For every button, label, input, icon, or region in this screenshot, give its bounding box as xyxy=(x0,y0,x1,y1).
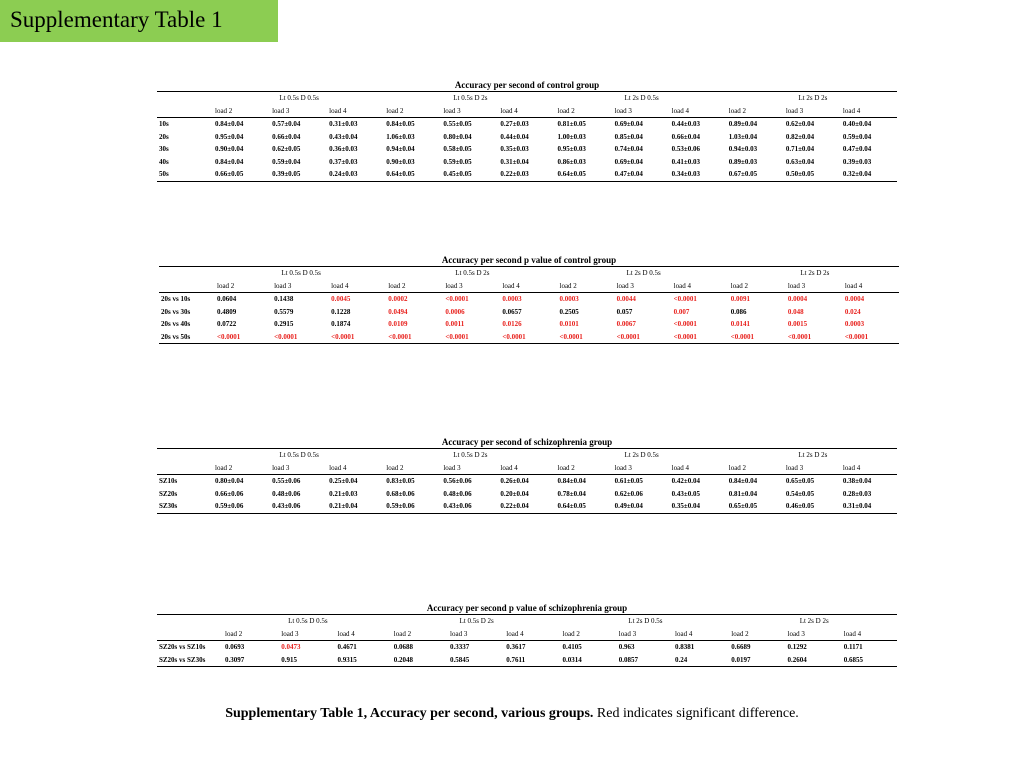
value-cell: 0.0688 xyxy=(393,643,414,651)
significant-value-cell: 0.0004 xyxy=(787,295,808,303)
load-header: load 4 xyxy=(669,105,726,118)
row-label: SZ10s xyxy=(159,477,178,485)
group-header-row xyxy=(157,615,897,628)
group-header-row xyxy=(157,449,897,462)
significant-value-cell: 0.0494 xyxy=(388,307,408,316)
load-header: load 3 xyxy=(616,628,672,641)
load-header: load 4 xyxy=(671,280,728,293)
value-cell: 0.94±0.04 xyxy=(386,145,415,153)
value-cell: 0.40±0.04 xyxy=(842,120,872,128)
value-cell: 0.64±0.05 xyxy=(555,500,612,513)
table-row xyxy=(157,488,897,501)
value-cell: 0.44±0.03 xyxy=(671,120,700,128)
value-cell: 0.35±0.03 xyxy=(500,145,529,153)
significant-value-cell: <0.0001 xyxy=(614,331,671,344)
value-cell: 0.59±0.06 xyxy=(383,500,440,513)
value-cell: 0.84±0.05 xyxy=(386,120,415,128)
value-cell: 0.0657 xyxy=(502,307,522,316)
value-cell: 0.68±0.06 xyxy=(386,489,415,498)
data-table xyxy=(159,266,899,344)
value-cell: 0.59±0.04 xyxy=(842,132,872,141)
row-label: 20s vs 50s xyxy=(159,331,214,344)
row-label: 50s xyxy=(157,168,212,181)
row-label: SZ20s xyxy=(159,489,178,498)
load-header: load 3 xyxy=(447,628,503,641)
group-header: Lt 2s D 0.5s xyxy=(555,449,726,462)
load-header: load 3 xyxy=(269,462,326,475)
value-cell: 0.9315 xyxy=(335,654,391,667)
table-row xyxy=(157,654,897,667)
significant-value-cell: 0.0003 xyxy=(559,295,579,303)
significant-value-cell: <0.0001 xyxy=(728,331,785,344)
value-cell: 0.56±0.06 xyxy=(443,477,472,485)
value-cell: 0.086 xyxy=(730,307,747,316)
value-cell: 0.1171 xyxy=(843,643,863,651)
load-header: load 2 xyxy=(391,628,447,641)
value-cell: 0.41±0.03 xyxy=(671,157,700,166)
value-cell: 0.81±0.05 xyxy=(557,120,586,128)
load-header: load 2 xyxy=(726,105,783,118)
load-header: load 4 xyxy=(328,280,385,293)
load-header: load 3 xyxy=(785,280,842,293)
value-cell: 0.43±0.06 xyxy=(440,500,497,513)
value-cell: 0.44±0.04 xyxy=(500,132,529,141)
value-cell: 0.27±0.03 xyxy=(500,120,529,128)
table-row xyxy=(157,143,897,156)
value-cell: 0.95±0.04 xyxy=(215,132,244,141)
empty-header-cell xyxy=(157,462,212,475)
value-cell: 0.63±0.04 xyxy=(785,157,815,166)
value-cell: 0.39±0.03 xyxy=(842,157,872,166)
value-cell: 0.78±0.04 xyxy=(557,489,586,498)
row-label: SZ30s xyxy=(157,500,212,513)
empty-header-cell xyxy=(157,105,212,118)
significant-value-cell: 0.0109 xyxy=(388,320,408,328)
significant-value-cell: 0.0045 xyxy=(331,295,351,303)
significant-value-cell: 0.0003 xyxy=(502,295,522,303)
value-cell: 0.53±0.06 xyxy=(671,145,700,153)
value-cell: 0.94±0.03 xyxy=(728,145,758,153)
load-header: load 3 xyxy=(440,462,497,475)
load-header: load 3 xyxy=(271,280,328,293)
value-cell: 0.24±0.03 xyxy=(326,168,383,181)
value-cell: 0.1874 xyxy=(331,320,351,328)
significant-value-cell: <0.0001 xyxy=(673,295,697,303)
value-cell: 0.55±0.06 xyxy=(272,477,301,485)
group-header-row xyxy=(157,92,897,105)
empty-header-cell xyxy=(159,267,214,280)
caption-bold: Supplementary Table 1, Accuracy per second, various groups. xyxy=(225,706,594,721)
load-header: load 2 xyxy=(555,105,612,118)
value-cell: 0.66±0.06 xyxy=(215,489,244,498)
value-cell: 0.59±0.05 xyxy=(443,157,472,166)
significant-value-cell: <0.0001 xyxy=(842,331,899,344)
value-cell: 0.84±0.04 xyxy=(728,477,758,485)
load-header: load 4 xyxy=(842,280,899,293)
group-header: Lt 2s D 2s xyxy=(728,267,899,280)
value-cell: 0.74±0.04 xyxy=(614,145,643,153)
group-header: Lt 2s D 0.5s xyxy=(560,615,729,628)
value-cell: 0.90±0.03 xyxy=(386,157,415,166)
group-header: Lt 2s D 2s xyxy=(728,615,897,628)
group-header: Lt 2s D 0.5s xyxy=(555,92,726,105)
load-header: load 4 xyxy=(335,628,391,641)
significant-value-cell: <0.0001 xyxy=(499,331,556,344)
table-row xyxy=(159,331,899,344)
load-header: load 2 xyxy=(726,462,783,475)
significant-value-cell: <0.0001 xyxy=(271,331,328,344)
value-cell: 0.31±0.04 xyxy=(500,157,529,166)
load-header: load 4 xyxy=(499,280,556,293)
value-cell: 0.8381 xyxy=(675,643,695,651)
row-label: 20s vs 40s xyxy=(161,320,191,328)
value-cell: 0.22±0.03 xyxy=(497,168,554,181)
empty-header-cell xyxy=(157,628,222,641)
group-header: Lt 0.5s D 0.5s xyxy=(212,449,383,462)
value-cell: 0.1438 xyxy=(274,295,294,303)
value-cell: 0.84±0.04 xyxy=(557,477,586,485)
load-header: load 2 xyxy=(383,462,440,475)
value-cell: 0.0197 xyxy=(728,654,784,667)
data-table xyxy=(157,614,897,667)
figure-caption xyxy=(0,706,1024,722)
value-cell: 0.69±0.04 xyxy=(614,120,643,128)
significant-value-cell: 0.0004 xyxy=(844,295,865,303)
row-label: 40s xyxy=(159,157,169,166)
load-header: load 2 xyxy=(222,628,278,641)
page-title: Supplementary Table 1 xyxy=(0,0,278,42)
load-header: load 2 xyxy=(557,280,614,293)
table-title: Accuracy per second p value of control group xyxy=(441,255,617,265)
value-cell: 0.0314 xyxy=(560,654,616,667)
load-header: load 3 xyxy=(440,105,497,118)
empty-header-cell xyxy=(159,280,214,293)
significant-value-cell: <0.0001 xyxy=(557,331,614,344)
value-cell: 0.7611 xyxy=(503,654,559,667)
significant-value-cell: 0.0002 xyxy=(388,295,408,303)
value-cell: 0.0693 xyxy=(225,643,245,651)
value-cell: 0.71±0.04 xyxy=(785,145,815,153)
value-cell: 0.65±0.05 xyxy=(726,500,783,513)
table-row xyxy=(157,118,897,131)
value-cell: 0.62±0.06 xyxy=(614,489,643,498)
group-header: Lt 2s D 2s xyxy=(726,92,897,105)
load-header: load 2 xyxy=(560,628,616,641)
value-cell: 0.59±0.04 xyxy=(272,157,301,166)
value-cell: 0.48±0.06 xyxy=(272,489,301,498)
value-cell: 0.31±0.04 xyxy=(840,500,897,513)
value-cell: 0.4809 xyxy=(217,307,237,316)
value-cell: 0.58±0.05 xyxy=(443,145,472,153)
row-label: 20s vs 30s xyxy=(161,307,191,316)
load-header: load 2 xyxy=(214,280,271,293)
value-cell: 0.55±0.05 xyxy=(443,120,472,128)
significant-value-cell: 0.007 xyxy=(673,307,690,316)
schizophrenia-pvalue-table xyxy=(157,603,897,667)
load-header: load 2 xyxy=(212,462,269,475)
significant-value-cell: <0.0001 xyxy=(385,331,442,344)
load-header: load 4 xyxy=(326,462,383,475)
control-accuracy-table xyxy=(157,80,897,182)
table-row xyxy=(159,293,899,306)
significant-value-cell: 0.0126 xyxy=(502,320,522,328)
value-cell: 0.5845 xyxy=(447,654,503,667)
table-title: Accuracy per second of control group xyxy=(454,80,600,90)
load-header: load 4 xyxy=(672,628,728,641)
value-cell: 0.3617 xyxy=(506,643,526,651)
value-cell: 0.963 xyxy=(618,643,635,651)
data-table xyxy=(157,91,897,182)
load-header: load 2 xyxy=(212,105,269,118)
value-cell: 0.48±0.06 xyxy=(443,489,472,498)
value-cell: 0.47±0.04 xyxy=(612,168,669,181)
table-row xyxy=(157,500,897,513)
group-header: Lt 0.5s D 0.5s xyxy=(222,615,391,628)
value-cell: 0.22±0.04 xyxy=(497,500,554,513)
value-cell: 0.46±0.05 xyxy=(783,500,840,513)
load-header: load 4 xyxy=(497,105,554,118)
value-cell: 0.90±0.04 xyxy=(215,145,244,153)
significant-value-cell: 0.0011 xyxy=(445,320,465,328)
value-cell: 0.86±0.03 xyxy=(557,157,586,166)
load-header: load 3 xyxy=(269,105,326,118)
row-label: 10s xyxy=(159,120,169,128)
value-cell: 0.0604 xyxy=(217,295,237,303)
table-row xyxy=(159,306,899,319)
significant-value-cell: <0.0001 xyxy=(328,331,385,344)
table-title: Accuracy per second p value of schizophrenia group xyxy=(426,603,628,613)
significant-value-cell: 0.0015 xyxy=(787,320,808,328)
value-cell: 0.2915 xyxy=(274,320,294,328)
value-cell: 0.5579 xyxy=(274,307,294,316)
value-cell: 0.1292 xyxy=(787,643,807,651)
significant-value-cell: 0.024 xyxy=(844,307,861,316)
significant-value-cell: 0.0006 xyxy=(445,307,465,316)
load-header: load 2 xyxy=(385,280,442,293)
significant-value-cell: 0.0067 xyxy=(616,320,636,328)
value-cell: 0.24 xyxy=(672,654,728,667)
group-header: Lt 0.5s D 2s xyxy=(385,267,556,280)
value-cell: 0.62±0.05 xyxy=(272,145,301,153)
load-header: load 3 xyxy=(614,280,671,293)
significant-value-cell: 0.0003 xyxy=(844,320,865,328)
value-cell: 0.3337 xyxy=(450,643,470,651)
group-header: Lt 2s D 2s xyxy=(726,449,897,462)
value-cell: 0.2604 xyxy=(785,654,841,667)
value-cell: 0.66±0.05 xyxy=(212,168,269,181)
caption-normal: Red indicates significant difference. xyxy=(593,706,799,721)
value-cell: 0.43±0.06 xyxy=(269,500,326,513)
group-header: Lt 2s D 0.5s xyxy=(557,267,728,280)
load-header: load 4 xyxy=(841,628,897,641)
row-label: 20s xyxy=(159,132,169,141)
load-header-row xyxy=(157,462,897,475)
value-cell: 0.34±0.03 xyxy=(669,168,726,181)
empty-header-cell xyxy=(157,615,222,628)
value-cell: 0.83±0.05 xyxy=(386,477,415,485)
load-header-row xyxy=(159,280,899,293)
value-cell: 0.2048 xyxy=(391,654,447,667)
value-cell: 0.85±0.04 xyxy=(614,132,643,141)
data-table xyxy=(157,448,897,514)
table-row xyxy=(159,318,899,331)
value-cell: 0.57±0.04 xyxy=(272,120,301,128)
group-header: Lt 0.5s D 2s xyxy=(383,449,554,462)
value-cell: 0.2505 xyxy=(559,307,579,316)
load-header: load 4 xyxy=(840,105,897,118)
value-cell: 0.65±0.05 xyxy=(785,477,815,485)
load-header: load 4 xyxy=(497,462,554,475)
value-cell: 0.057 xyxy=(616,307,633,316)
value-cell: 0.45±0.05 xyxy=(440,168,497,181)
table-row xyxy=(157,475,897,488)
value-cell: 0.6689 xyxy=(731,643,751,651)
group-header: Lt 0.5s D 0.5s xyxy=(212,92,383,105)
significant-value-cell: 0.0141 xyxy=(730,320,750,328)
significant-value-cell: 0.0044 xyxy=(616,295,636,303)
group-header: Lt 0.5s D 0.5s xyxy=(214,267,385,280)
value-cell: 0.81±0.04 xyxy=(728,489,758,498)
value-cell: 0.66±0.04 xyxy=(671,132,700,141)
group-header: Lt 0.5s D 2s xyxy=(383,92,554,105)
value-cell: 0.6855 xyxy=(841,654,897,667)
value-cell: 0.69±0.04 xyxy=(614,157,643,166)
value-cell: 0.67±0.05 xyxy=(726,168,783,181)
value-cell: 0.0722 xyxy=(217,320,237,328)
value-cell: 0.42±0.04 xyxy=(671,477,700,485)
empty-header-cell xyxy=(157,92,212,105)
value-cell: 0.89±0.03 xyxy=(728,157,758,166)
value-cell: 0.80±0.04 xyxy=(443,132,472,141)
value-cell: 0.4105 xyxy=(562,643,582,651)
value-cell: 0.64±0.05 xyxy=(383,168,440,181)
value-cell: 0.80±0.04 xyxy=(215,477,244,485)
value-cell: 0.20±0.04 xyxy=(500,489,529,498)
significant-value-cell: <0.0001 xyxy=(445,295,469,303)
value-cell: 0.47±0.04 xyxy=(842,145,872,153)
load-header: load 4 xyxy=(840,462,897,475)
value-cell: 0.1228 xyxy=(331,307,351,316)
empty-header-cell xyxy=(157,449,212,462)
value-cell: 0.59±0.06 xyxy=(212,500,269,513)
load-header: load 3 xyxy=(783,105,840,118)
value-cell: 0.3097 xyxy=(222,654,278,667)
value-cell: 0.64±0.05 xyxy=(555,168,612,181)
load-header: load 2 xyxy=(555,462,612,475)
significant-value-cell: <0.0001 xyxy=(214,331,271,344)
value-cell: 0.62±0.04 xyxy=(785,120,815,128)
load-header-row xyxy=(157,628,897,641)
value-cell: 0.28±0.03 xyxy=(842,489,872,498)
value-cell: 0.84±0.04 xyxy=(215,120,244,128)
value-cell: 0.26±0.04 xyxy=(500,477,529,485)
value-cell: 0.37±0.03 xyxy=(329,157,358,166)
value-cell: 0.32±0.04 xyxy=(840,168,897,181)
significant-value-cell: <0.0001 xyxy=(673,320,697,328)
row-label: SZ20s vs SZ10s xyxy=(159,643,206,651)
value-cell: 0.31±0.03 xyxy=(329,120,358,128)
value-cell: 0.49±0.04 xyxy=(612,500,669,513)
value-cell: 0.84±0.04 xyxy=(215,157,244,166)
group-header: Lt 0.5s D 2s xyxy=(391,615,560,628)
control-pvalue-table xyxy=(159,255,899,344)
significant-value-cell: 0.0091 xyxy=(730,295,750,303)
group-header-row xyxy=(159,267,899,280)
significant-value-cell: <0.0001 xyxy=(671,331,728,344)
value-cell: 0.82±0.04 xyxy=(785,132,815,141)
row-label: 30s xyxy=(159,145,169,153)
value-cell: 0.39±0.05 xyxy=(269,168,326,181)
significant-value-cell: <0.0001 xyxy=(785,331,842,344)
value-cell: 0.38±0.04 xyxy=(842,477,872,485)
table-row xyxy=(157,641,897,654)
schizophrenia-accuracy-table xyxy=(157,437,897,514)
value-cell: 0.43±0.04 xyxy=(329,132,358,141)
load-header: load 3 xyxy=(278,628,334,641)
significant-value-cell: 0.0473 xyxy=(281,643,301,651)
load-header: load 3 xyxy=(783,462,840,475)
load-header: load 3 xyxy=(785,628,841,641)
value-cell: 0.43±0.05 xyxy=(671,489,700,498)
value-cell: 0.61±0.05 xyxy=(614,477,643,485)
table-row xyxy=(157,131,897,144)
value-cell: 0.50±0.05 xyxy=(783,168,840,181)
table-title: Accuracy per second of schizophrenia group xyxy=(441,437,613,447)
load-header: load 2 xyxy=(728,280,785,293)
value-cell: 1.03±0.04 xyxy=(728,132,758,141)
value-cell: 0.0857 xyxy=(616,654,672,667)
load-header: load 4 xyxy=(503,628,559,641)
row-label: SZ20s vs SZ30s xyxy=(157,654,222,667)
value-cell: 1.06±0.03 xyxy=(386,132,415,141)
load-header-row xyxy=(157,105,897,118)
table-row xyxy=(157,168,897,181)
value-cell: 1.00±0.03 xyxy=(557,132,586,141)
value-cell: 0.89±0.04 xyxy=(728,120,758,128)
significant-value-cell: <0.0001 xyxy=(442,331,499,344)
value-cell: 0.21±0.03 xyxy=(329,489,358,498)
value-cell: 0.25±0.04 xyxy=(329,477,358,485)
significant-value-cell: 0.048 xyxy=(787,307,804,316)
table-row xyxy=(157,156,897,169)
load-header: load 4 xyxy=(326,105,383,118)
value-cell: 0.21±0.04 xyxy=(326,500,383,513)
value-cell: 0.915 xyxy=(278,654,334,667)
value-cell: 0.66±0.04 xyxy=(272,132,301,141)
load-header: load 2 xyxy=(728,628,784,641)
load-header: load 4 xyxy=(669,462,726,475)
value-cell: 0.36±0.03 xyxy=(329,145,358,153)
row-label: 20s vs 10s xyxy=(161,295,191,303)
load-header: load 3 xyxy=(612,105,669,118)
load-header: load 3 xyxy=(442,280,499,293)
value-cell: 0.54±0.05 xyxy=(785,489,815,498)
load-header: load 2 xyxy=(383,105,440,118)
value-cell: 0.4671 xyxy=(337,643,357,651)
value-cell: 0.95±0.03 xyxy=(557,145,586,153)
significant-value-cell: 0.0101 xyxy=(559,320,579,328)
load-header: load 3 xyxy=(612,462,669,475)
value-cell: 0.35±0.04 xyxy=(669,500,726,513)
